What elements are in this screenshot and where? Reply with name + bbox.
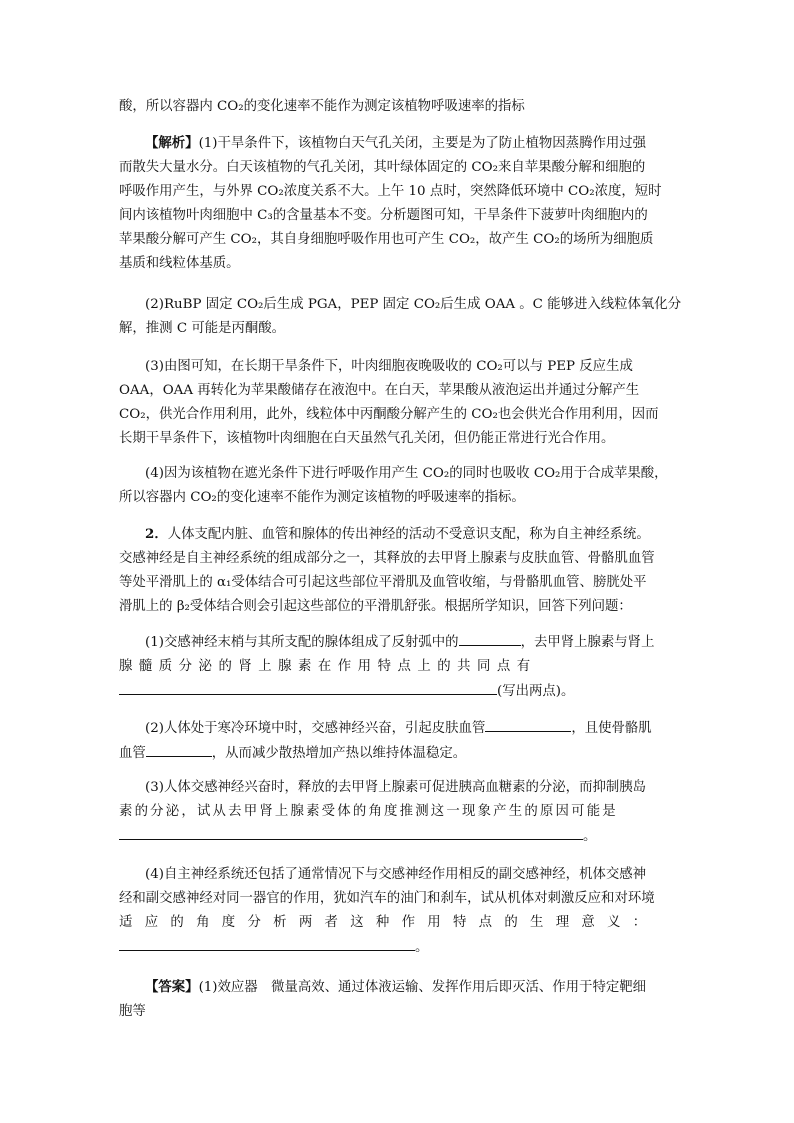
text-line xyxy=(119,975,679,1000)
text-line: 适应的角度分析两者这种作用特点的生理意义： xyxy=(119,915,659,930)
text-fragment: (写出两点)。 xyxy=(497,684,575,699)
text-fragment: (1)干旱条件下，该植物白天气孔关闭，主要是为了防止植物因蒸腾作用过强 xyxy=(198,136,647,151)
answer-tag: 【答案】 xyxy=(145,979,199,995)
text-line: 呼吸作用产生，与外界 CO₂浓度关系不大。上午 10 点时，突然降低环境中 CO₂浓度，短时 xyxy=(119,184,662,199)
answer-blank[interactable] xyxy=(146,741,212,757)
question-2-stem xyxy=(119,522,679,619)
text-fragment: 。 xyxy=(415,940,429,955)
text-line: (4)自主神经系统还包括了通常情况下与交感神经作用相反的副交感神经，机体交感神 xyxy=(145,867,647,882)
text-line: 交感神经是自主神经系统的组成部分之一，其释放的去甲肾上腺素与皮肤血管、骨骼肌血管 xyxy=(119,551,655,566)
analysis-paragraph-2 xyxy=(119,293,682,341)
subquestion-3 xyxy=(119,776,679,849)
text-line: (2)RuBP 固定 CO₂后生成 PGA，PEP 固定 CO₂后生成 OAA 。C 能够进入线粒体氧化分 xyxy=(145,297,682,312)
text-fragment: ，且使骨骼肌 xyxy=(571,721,652,736)
text-line: 滑肌上的 β₂受体结合则会引起这些部位的平滑肌舒张。根据所学知识，回答下列问题： xyxy=(119,599,632,614)
text-line xyxy=(119,741,679,766)
text-line: (3)人体交感神经兴奋时，释放的去甲肾上腺素可促进胰高血糖素的分泌，而抑制胰岛 xyxy=(145,780,647,795)
answer-blank[interactable] xyxy=(119,679,497,695)
text-line: 长期干旱条件下，该植物叶肉细胞在白天虽然气孔关闭，但仍能正常进行光合作用。 xyxy=(119,431,615,446)
text-fragment: 人体支配内脏、血管和腺体的传出神经的活动不受意识支配，称为自主神经系统。 xyxy=(167,527,650,542)
text-fragment: (2)人体处于寒冷环境中时，交感神经兴奋，引起皮肤血管 xyxy=(145,721,486,736)
text-line: 素的分泌，试从去甲肾上腺素受体的角度推测这一现象产生的原因可能是 xyxy=(119,804,618,819)
text-line xyxy=(119,630,679,655)
text-line: 而散失大量水分。白天该植物的气孔关闭，其叶绿体固定的 CO₂来自苹果酸分解和细胞的 xyxy=(119,160,646,175)
answer-blank[interactable] xyxy=(459,630,521,646)
text-line: 间内该植物叶肉细胞中 C₃的含量基本不变。分析题图可知，干旱条件下菠萝叶肉细胞内的 xyxy=(119,208,648,223)
text-line xyxy=(119,716,679,741)
text-line: (4)因为该植物在遮光条件下进行呼吸作用产生 CO₂的同时也吸收 CO₂用于合成苹果酸， xyxy=(145,466,668,481)
text-line: 所以容器内 CO₂的变化速率不能作为测定该植物的呼吸速率的指标。 xyxy=(119,490,525,505)
answer-blank[interactable] xyxy=(485,716,571,732)
text-line: CO₂，供光合作用利用，此外，线粒体中丙酮酸分解产生的 CO₂也会供光合作用利用，因而 xyxy=(119,407,659,422)
subquestion-1 xyxy=(119,630,679,704)
text-fragment: 血管 xyxy=(119,746,146,761)
analysis-tag: 【解析】 xyxy=(145,135,199,151)
text-fragment: ，去甲肾上腺素与肾上 xyxy=(520,635,655,650)
text-line: (3)由图可知，在长期干旱条件下，叶肉细胞夜晚吸收的 CO₂可以与 PEP 反应生成 xyxy=(145,359,633,374)
text-line: 苹果酸分解可产生 CO₂，其自身细胞呼吸作用也可产生 CO₂，故产生 CO₂的场所为细胞质 xyxy=(119,232,654,247)
answer-blank[interactable] xyxy=(119,935,415,951)
text-fragment: (1)效应器 微量高效、通过体液运输、发挥作用后即灭活、作用于特定靶细 xyxy=(198,980,647,995)
text-line: 腺髓质分泌的肾上腺素在作用特点上的共同点有 xyxy=(119,659,537,674)
text-line xyxy=(119,131,679,156)
continuation-paragraph xyxy=(119,95,679,119)
text-line xyxy=(119,679,679,704)
question-number: 2． xyxy=(145,526,168,542)
answer-paragraph xyxy=(119,975,679,1024)
analysis-paragraph-4 xyxy=(119,462,679,510)
analysis-paragraph-3 xyxy=(119,355,679,451)
text-line: 胞等 xyxy=(119,1004,146,1019)
text-line: 酸，所以容器内 CO₂的变化速率不能作为测定该植物呼吸速率的指标 xyxy=(119,99,525,114)
text-fragment: ，从而减少散热增加产热以维持体温稳定。 xyxy=(211,746,467,761)
answer-blank[interactable] xyxy=(119,824,583,840)
text-line: OAA，OAA 再转化为苹果酸储存在液泡中。在白天，苹果酸从液泡运出并通过分解产生 xyxy=(119,383,640,398)
text-line: 经和副交感神经对同一器官的作用，犹如汽车的油门和刹车，试从机体对刺激反应和对环境 xyxy=(119,891,655,906)
subquestion-2 xyxy=(119,716,679,766)
text-line xyxy=(119,522,679,547)
text-fragment: (1)交感神经末梢与其所支配的腺体组成了反射弧中的 xyxy=(145,635,459,650)
text-line: 解，推测 C 可能是丙酮酸。 xyxy=(119,321,286,336)
text-line: 基质和线粒体基质。 xyxy=(119,256,240,271)
text-fragment: 。 xyxy=(583,829,597,844)
text-line xyxy=(119,824,679,849)
text-line xyxy=(119,935,679,960)
text-line: 等处平滑肌上的 α₁受体结合可引起这些部位平滑肌及血管收缩，与骨骼肌血管、膀胱处平 xyxy=(119,575,647,590)
subquestion-4 xyxy=(119,863,679,960)
analysis-paragraph-1 xyxy=(119,131,679,276)
